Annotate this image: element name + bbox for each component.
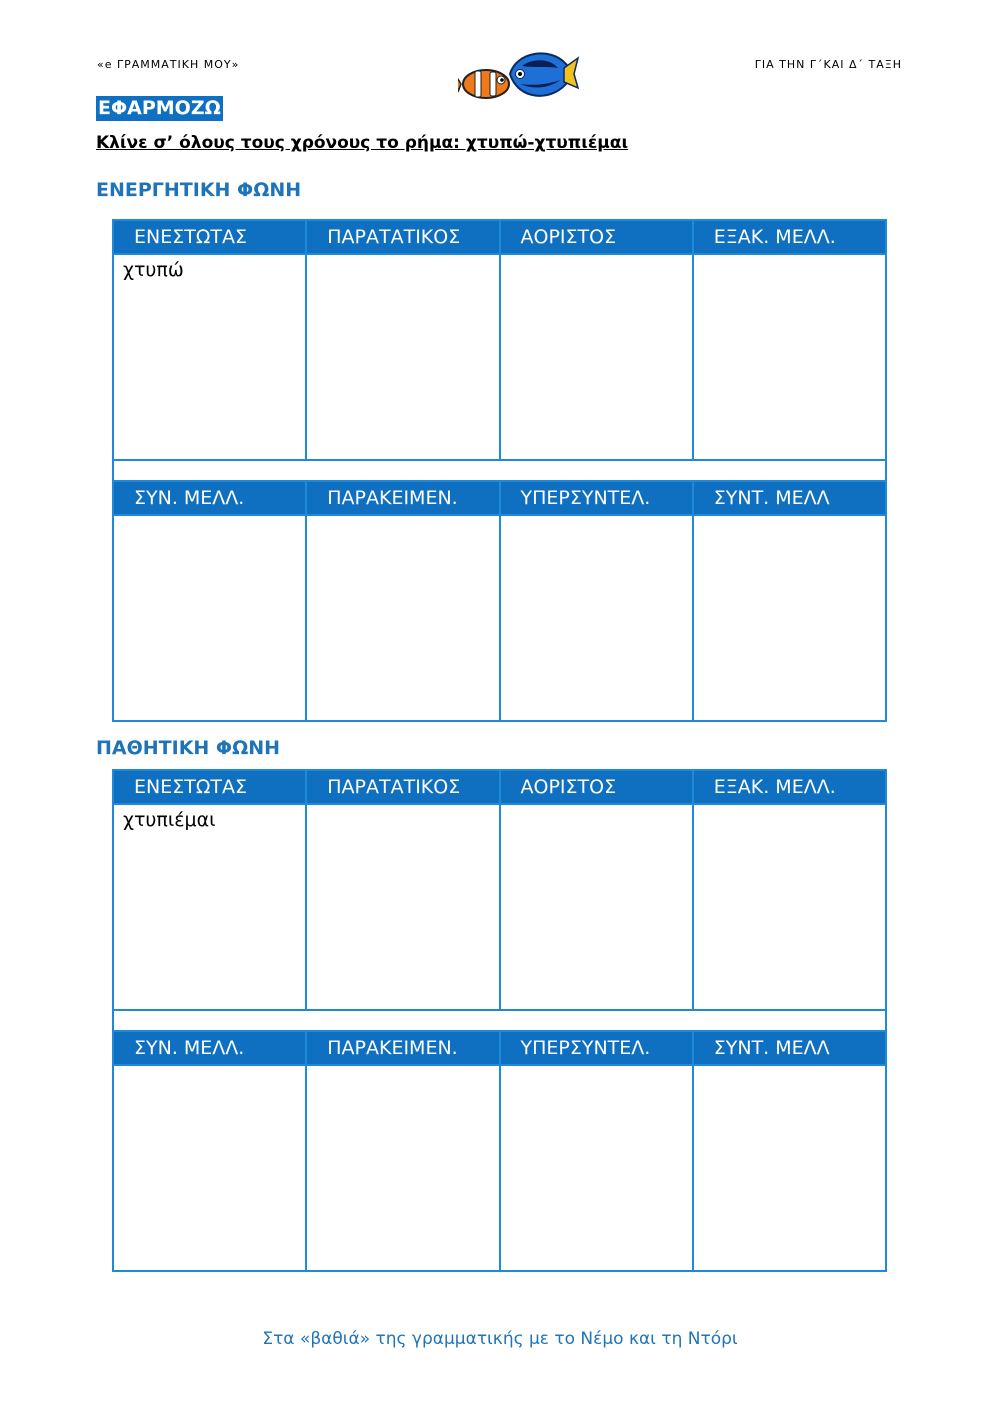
answer-row (113, 515, 886, 721)
passive-voice-title: ΠΑΘΗΤΙΚΗ ΦΩΝΗ (96, 737, 281, 759)
tense-header: ΠΑΡΑΤΑΤΙΚΟΣ (306, 770, 499, 804)
tense-header-row (113, 1031, 886, 1065)
spacer-cell (113, 1010, 886, 1031)
active-voice-title: ΕΝΕΡΓΗΤΙΚΗ ΦΩΝΗ (96, 179, 302, 201)
answer-cell[interactable] (500, 804, 693, 1010)
tense-header: ΥΠΕΡΣΥΝΤΕΛ. (500, 1031, 693, 1065)
answer-cell[interactable] (306, 804, 499, 1010)
answer-cell[interactable] (500, 254, 693, 460)
exercise-label: ΕΦΑΡΜΟΖΩ (98, 97, 221, 119)
answer-cell[interactable] (500, 1065, 693, 1271)
answer-cell[interactable]: χτυπιέμαι (113, 804, 306, 1010)
header-left-title: «e ΓΡΑΜΜΑΤΙΚΗ ΜΟΥ» (97, 58, 240, 71)
answer-cell[interactable] (500, 515, 693, 721)
tense-header: ΥΠΕΡΣΥΝΤΕΛ. (500, 481, 693, 515)
spacer-cell (113, 460, 886, 481)
tense-header: ΣΥΝ. ΜΕΛΛ. (113, 1031, 306, 1065)
spacer-row (113, 1010, 886, 1031)
tense-header: ΕΞΑΚ. ΜΕΛΛ. (693, 220, 886, 254)
tense-header-row (113, 481, 886, 515)
active-voice-table (112, 219, 887, 722)
tense-header: ΕΞΑΚ. ΜΕΛΛ. (693, 770, 886, 804)
answer-cell[interactable] (306, 515, 499, 721)
passive-voice-table (112, 769, 887, 1272)
tense-header: ΣΥΝ. ΜΕΛΛ. (113, 481, 306, 515)
tense-header: ΠΑΡΑΚΕΙΜΕΝ. (306, 1031, 499, 1065)
answer-cell[interactable] (306, 254, 499, 460)
answer-row (113, 254, 886, 460)
tense-header: ΣΥΝΤ. ΜΕΛΛ (693, 1031, 886, 1065)
tense-header: ΑΟΡΙΣΤΟΣ (500, 770, 693, 804)
spacer-row (113, 460, 886, 481)
answer-row (113, 1065, 886, 1271)
tense-header: ΣΥΝΤ. ΜΕΛΛ (693, 481, 886, 515)
tense-header: ΕΝΕΣΤΩΤΑΣ (113, 770, 306, 804)
answer-cell[interactable] (306, 1065, 499, 1271)
nemo-dory-fish-icon (458, 44, 580, 112)
answer-cell[interactable] (693, 515, 886, 721)
answer-cell[interactable] (693, 1065, 886, 1271)
tense-header: ΑΟΡΙΣΤΟΣ (500, 220, 693, 254)
answer-cell[interactable] (693, 804, 886, 1010)
answer-cell[interactable] (113, 515, 306, 721)
tense-header: ΠΑΡΑΚΕΙΜΕΝ. (306, 481, 499, 515)
tense-header: ΕΝΕΣΤΩΤΑΣ (113, 220, 306, 254)
answer-row (113, 804, 886, 1010)
answer-cell[interactable] (113, 1065, 306, 1271)
answer-cell[interactable]: χτυπώ (113, 254, 306, 460)
instruction-text: Κλίνε σ’ όλους τους χρόνους το ρήμα: χτυπώ-χτυπιέμαι (96, 133, 629, 153)
answer-cell[interactable] (693, 254, 886, 460)
tense-header: ΠΑΡΑΤΑΤΙΚΟΣ (306, 220, 499, 254)
header-right-grade: ΓΙΑ ΤΗΝ Γ΄ΚΑΙ Δ΄ ΤΑΞΗ (754, 58, 902, 71)
tense-header-row (113, 770, 886, 804)
footer-text: Στα «βαθιά» της γραμματικής με το Νέμο και τη Ντόρι (262, 1329, 738, 1349)
tense-header-row (113, 220, 886, 254)
